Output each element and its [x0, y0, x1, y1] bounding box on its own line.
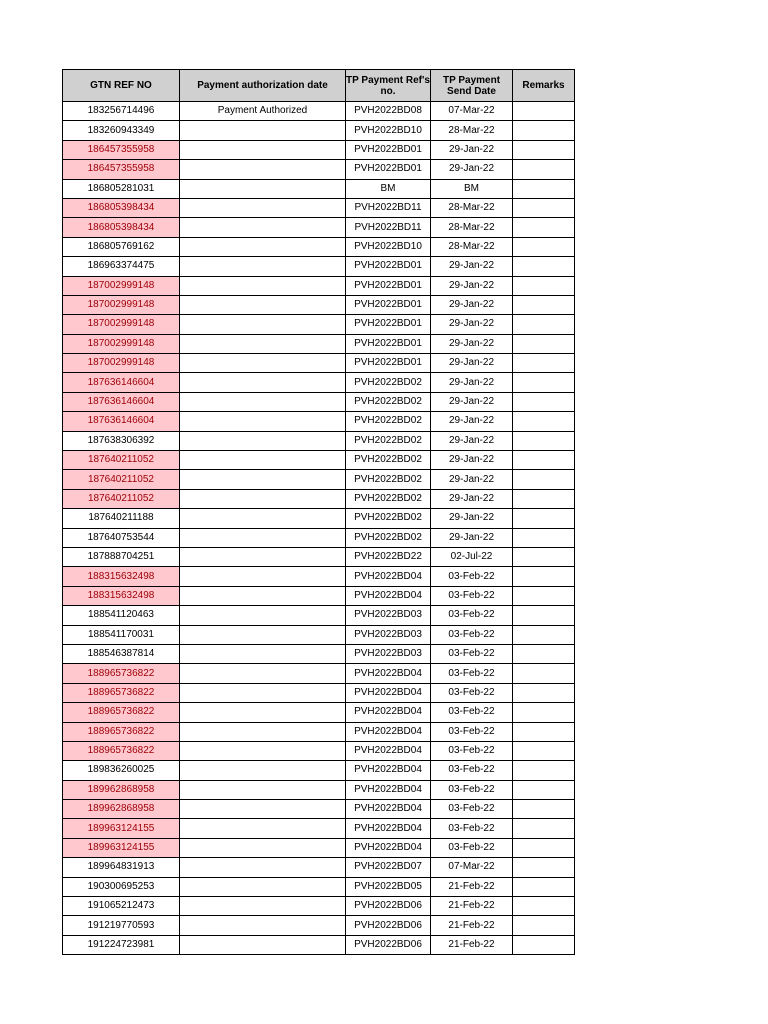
table-row [63, 819, 575, 838]
cell-gtn-ref-no[interactable]: 187640211052 [63, 451, 180, 470]
cell-payment-authorization-date[interactable] [180, 741, 346, 760]
cell-gtn-ref-no[interactable]: 188315632498 [63, 586, 180, 605]
cell-remarks[interactable] [513, 606, 575, 625]
cell-gtn-ref-no[interactable]: 187002999148 [63, 295, 180, 314]
cell-payment-authorization-date[interactable] [180, 509, 346, 528]
cell-gtn-ref-no[interactable]: 187640753544 [63, 528, 180, 547]
table-row [63, 412, 575, 431]
header-tp-payment-ref-no: TP Payment Ref's no. [346, 70, 431, 102]
table-row [63, 102, 575, 121]
cell-tp-payment-ref-no[interactable]: PVH2022BD02 [346, 528, 431, 547]
cell-gtn-ref-no[interactable]: 186805398434 [63, 198, 180, 217]
table-row [63, 625, 575, 644]
cell-tp-payment-send-date[interactable]: 03-Feb-22 [431, 703, 513, 722]
cell-remarks[interactable] [513, 121, 575, 140]
cell-gtn-ref-no[interactable]: 189963124155 [63, 838, 180, 857]
cell-remarks[interactable] [513, 897, 575, 916]
cell-tp-payment-send-date[interactable]: 29-Jan-22 [431, 470, 513, 489]
cell-gtn-ref-no[interactable]: 187002999148 [63, 354, 180, 373]
cell-remarks[interactable] [513, 218, 575, 237]
cell-payment-authorization-date[interactable] [180, 489, 346, 508]
cell-remarks[interactable] [513, 179, 575, 198]
table-row [63, 198, 575, 217]
table-row [63, 276, 575, 295]
cell-payment-authorization-date[interactable] [180, 644, 346, 663]
cell-tp-payment-ref-no[interactable]: PVH2022BD11 [346, 198, 431, 217]
table-row [63, 509, 575, 528]
table-row [63, 897, 575, 916]
cell-tp-payment-ref-no[interactable]: PVH2022BD04 [346, 741, 431, 760]
cell-payment-authorization-date[interactable] [180, 722, 346, 741]
cell-remarks[interactable] [513, 354, 575, 373]
cell-tp-payment-send-date[interactable]: 21-Feb-22 [431, 897, 513, 916]
table-body [63, 102, 575, 955]
cell-tp-payment-ref-no[interactable]: PVH2022BD10 [346, 121, 431, 140]
table-row [63, 800, 575, 819]
cell-gtn-ref-no[interactable]: 187002999148 [63, 334, 180, 353]
cell-payment-authorization-date[interactable] [180, 412, 346, 431]
cell-gtn-ref-no[interactable]: 188315632498 [63, 567, 180, 586]
cell-remarks[interactable] [513, 741, 575, 760]
cell-remarks[interactable] [513, 858, 575, 877]
cell-gtn-ref-no[interactable]: 189963124155 [63, 819, 180, 838]
cell-remarks[interactable] [513, 625, 575, 644]
cell-tp-payment-ref-no[interactable]: PVH2022BD03 [346, 644, 431, 663]
cell-tp-payment-ref-no[interactable]: PVH2022BD02 [346, 489, 431, 508]
cell-remarks[interactable] [513, 392, 575, 411]
cell-tp-payment-send-date[interactable]: 29-Jan-22 [431, 431, 513, 450]
table-row [63, 741, 575, 760]
cell-gtn-ref-no[interactable]: 186457355958 [63, 140, 180, 159]
cell-payment-authorization-date[interactable] [180, 838, 346, 857]
cell-remarks[interactable] [513, 431, 575, 450]
table-row [63, 547, 575, 566]
table-row [63, 354, 575, 373]
cell-tp-payment-ref-no[interactable]: PVH2022BD01 [346, 140, 431, 159]
cell-tp-payment-send-date[interactable]: 28-Mar-22 [431, 121, 513, 140]
cell-gtn-ref-no[interactable]: 183260943349 [63, 121, 180, 140]
table-row [63, 140, 575, 159]
cell-gtn-ref-no[interactable]: 187640211052 [63, 489, 180, 508]
cell-gtn-ref-no[interactable]: 187640211188 [63, 509, 180, 528]
cell-tp-payment-ref-no[interactable]: PVH2022BD06 [346, 935, 431, 954]
cell-tp-payment-send-date[interactable]: 03-Feb-22 [431, 780, 513, 799]
cell-payment-authorization-date[interactable] [180, 664, 346, 683]
cell-remarks[interactable] [513, 160, 575, 179]
cell-tp-payment-send-date[interactable]: 29-Jan-22 [431, 160, 513, 179]
cell-tp-payment-send-date[interactable]: 28-Mar-22 [431, 198, 513, 217]
cell-remarks[interactable] [513, 683, 575, 702]
table-row [63, 761, 575, 780]
table-row [63, 528, 575, 547]
cell-tp-payment-send-date[interactable]: 21-Feb-22 [431, 877, 513, 896]
cell-tp-payment-send-date[interactable]: 03-Feb-22 [431, 683, 513, 702]
cell-remarks[interactable] [513, 761, 575, 780]
cell-gtn-ref-no[interactable]: 190300695253 [63, 877, 180, 896]
cell-gtn-ref-no[interactable]: 187636146604 [63, 373, 180, 392]
cell-payment-authorization-date[interactable] [180, 606, 346, 625]
table-row [63, 606, 575, 625]
cell-payment-authorization-date[interactable] [180, 780, 346, 799]
cell-remarks[interactable] [513, 877, 575, 896]
cell-payment-authorization-date[interactable] [180, 198, 346, 217]
cell-tp-payment-ref-no[interactable]: PVH2022BD02 [346, 509, 431, 528]
cell-tp-payment-send-date[interactable]: 03-Feb-22 [431, 606, 513, 625]
cell-payment-authorization-date[interactable] [180, 547, 346, 566]
cell-tp-payment-ref-no[interactable]: PVH2022BD10 [346, 237, 431, 256]
header-tp-payment-send-date: TP Payment Send Date [431, 70, 513, 102]
cell-tp-payment-ref-no[interactable]: PVH2022BD04 [346, 800, 431, 819]
cell-payment-authorization-date[interactable] [180, 916, 346, 935]
cell-payment-authorization-date[interactable] [180, 451, 346, 470]
cell-payment-authorization-date[interactable] [180, 431, 346, 450]
cell-gtn-ref-no[interactable]: 188965736822 [63, 722, 180, 741]
table-row [63, 644, 575, 663]
table-row [63, 334, 575, 353]
header-row [63, 70, 575, 102]
table-row [63, 315, 575, 334]
table-row [63, 121, 575, 140]
cell-remarks[interactable] [513, 373, 575, 392]
cell-tp-payment-send-date[interactable]: 21-Feb-22 [431, 916, 513, 935]
cell-remarks[interactable] [513, 819, 575, 838]
cell-remarks[interactable] [513, 470, 575, 489]
header-gtn-ref-no: GTN REF NO [63, 70, 180, 102]
table-row [63, 683, 575, 702]
cell-tp-payment-ref-no[interactable]: PVH2022BD01 [346, 276, 431, 295]
cell-remarks[interactable] [513, 780, 575, 799]
cell-tp-payment-ref-no[interactable]: PVH2022BD08 [346, 102, 431, 121]
table-row [63, 586, 575, 605]
cell-tp-payment-ref-no[interactable]: PVH2022BD04 [346, 703, 431, 722]
cell-gtn-ref-no[interactable]: 189964831913 [63, 858, 180, 877]
cell-remarks[interactable] [513, 412, 575, 431]
table-row [63, 237, 575, 256]
cell-payment-authorization-date[interactable] [180, 800, 346, 819]
table-row [63, 489, 575, 508]
cell-payment-authorization-date[interactable] [180, 315, 346, 334]
cell-tp-payment-send-date[interactable]: 03-Feb-22 [431, 800, 513, 819]
cell-tp-payment-ref-no[interactable]: PVH2022BD07 [346, 858, 431, 877]
cell-tp-payment-send-date[interactable]: 29-Jan-22 [431, 451, 513, 470]
cell-gtn-ref-no[interactable]: 188541120463 [63, 606, 180, 625]
cell-tp-payment-send-date[interactable]: 03-Feb-22 [431, 664, 513, 683]
cell-payment-authorization-date[interactable] [180, 334, 346, 353]
cell-tp-payment-send-date[interactable]: 03-Feb-22 [431, 761, 513, 780]
cell-tp-payment-send-date[interactable]: 03-Feb-22 [431, 625, 513, 644]
cell-remarks[interactable] [513, 935, 575, 954]
spreadsheet-page [62, 69, 575, 955]
cell-remarks[interactable] [513, 586, 575, 605]
cell-remarks[interactable] [513, 102, 575, 121]
cell-tp-payment-send-date[interactable]: 29-Jan-22 [431, 276, 513, 295]
cell-remarks[interactable] [513, 489, 575, 508]
cell-payment-authorization-date[interactable] [180, 567, 346, 586]
cell-tp-payment-ref-no[interactable]: PVH2022BD04 [346, 664, 431, 683]
cell-tp-payment-ref-no[interactable]: PVH2022BD03 [346, 625, 431, 644]
cell-payment-authorization-date[interactable] [180, 276, 346, 295]
cell-payment-authorization-date[interactable] [180, 935, 346, 954]
cell-tp-payment-ref-no[interactable]: BM [346, 179, 431, 198]
cell-tp-payment-send-date[interactable]: BM [431, 179, 513, 198]
cell-tp-payment-ref-no[interactable]: PVH2022BD03 [346, 606, 431, 625]
cell-gtn-ref-no[interactable]: 186963374475 [63, 257, 180, 276]
cell-payment-authorization-date[interactable] [180, 819, 346, 838]
cell-tp-payment-send-date[interactable]: 29-Jan-22 [431, 315, 513, 334]
table-row [63, 877, 575, 896]
cell-gtn-ref-no[interactable]: 189962868958 [63, 780, 180, 799]
cell-remarks[interactable] [513, 257, 575, 276]
header-payment-authorization-date: Payment authorization date [180, 70, 346, 102]
cell-tp-payment-send-date[interactable]: 03-Feb-22 [431, 567, 513, 586]
cell-tp-payment-ref-no[interactable]: PVH2022BD01 [346, 295, 431, 314]
cell-tp-payment-ref-no[interactable]: PVH2022BD04 [346, 838, 431, 857]
cell-tp-payment-ref-no[interactable]: PVH2022BD06 [346, 897, 431, 916]
cell-payment-authorization-date[interactable]: Payment Authorized [180, 102, 346, 121]
cell-gtn-ref-no[interactable]: 186457355958 [63, 160, 180, 179]
cell-remarks[interactable] [513, 838, 575, 857]
table-row [63, 567, 575, 586]
cell-tp-payment-send-date[interactable]: 29-Jan-22 [431, 528, 513, 547]
table-row [63, 451, 575, 470]
cell-payment-authorization-date[interactable] [180, 683, 346, 702]
cell-tp-payment-send-date[interactable]: 03-Feb-22 [431, 819, 513, 838]
cell-gtn-ref-no[interactable]: 187638306392 [63, 431, 180, 450]
cell-remarks[interactable] [513, 722, 575, 741]
table-row [63, 470, 575, 489]
cell-tp-payment-ref-no[interactable]: PVH2022BD02 [346, 431, 431, 450]
cell-gtn-ref-no[interactable]: 191224723981 [63, 935, 180, 954]
cell-tp-payment-send-date[interactable]: 02-Jul-22 [431, 547, 513, 566]
cell-gtn-ref-no[interactable]: 187002999148 [63, 315, 180, 334]
cell-tp-payment-ref-no[interactable]: PVH2022BD05 [346, 877, 431, 896]
cell-tp-payment-ref-no[interactable]: PVH2022BD02 [346, 470, 431, 489]
cell-tp-payment-send-date[interactable]: 29-Jan-22 [431, 392, 513, 411]
cell-gtn-ref-no[interactable]: 191219770593 [63, 916, 180, 935]
cell-tp-payment-send-date[interactable]: 29-Jan-22 [431, 412, 513, 431]
cell-tp-payment-ref-no[interactable]: PVH2022BD04 [346, 722, 431, 741]
cell-tp-payment-send-date[interactable]: 28-Mar-22 [431, 218, 513, 237]
cell-tp-payment-ref-no[interactable]: PVH2022BD02 [346, 392, 431, 411]
cell-tp-payment-send-date[interactable]: 03-Feb-22 [431, 741, 513, 760]
cell-payment-authorization-date[interactable] [180, 392, 346, 411]
cell-payment-authorization-date[interactable] [180, 761, 346, 780]
cell-gtn-ref-no[interactable]: 186805769162 [63, 237, 180, 256]
cell-remarks[interactable] [513, 198, 575, 217]
cell-tp-payment-ref-no[interactable]: PVH2022BD01 [346, 160, 431, 179]
table-row [63, 257, 575, 276]
table-row [63, 160, 575, 179]
cell-tp-payment-send-date[interactable]: 29-Jan-22 [431, 257, 513, 276]
cell-remarks[interactable] [513, 703, 575, 722]
cell-payment-authorization-date[interactable] [180, 897, 346, 916]
cell-tp-payment-send-date[interactable]: 21-Feb-22 [431, 935, 513, 954]
cell-gtn-ref-no[interactable]: 188541170031 [63, 625, 180, 644]
cell-tp-payment-send-date[interactable]: 29-Jan-22 [431, 295, 513, 314]
cell-tp-payment-ref-no[interactable]: PVH2022BD22 [346, 547, 431, 566]
cell-remarks[interactable] [513, 451, 575, 470]
cell-tp-payment-ref-no[interactable]: PVH2022BD01 [346, 315, 431, 334]
cell-payment-authorization-date[interactable] [180, 470, 346, 489]
cell-payment-authorization-date[interactable] [180, 237, 346, 256]
cell-gtn-ref-no[interactable]: 191065212473 [63, 897, 180, 916]
cell-tp-payment-send-date[interactable]: 07-Mar-22 [431, 858, 513, 877]
cell-tp-payment-ref-no[interactable]: PVH2022BD01 [346, 354, 431, 373]
cell-tp-payment-ref-no[interactable]: PVH2022BD01 [346, 334, 431, 353]
cell-gtn-ref-no[interactable]: 188965736822 [63, 703, 180, 722]
table-row [63, 373, 575, 392]
cell-tp-payment-send-date[interactable]: 28-Mar-22 [431, 237, 513, 256]
cell-gtn-ref-no[interactable]: 189962868958 [63, 800, 180, 819]
cell-tp-payment-ref-no[interactable]: PVH2022BD04 [346, 567, 431, 586]
table-row [63, 664, 575, 683]
cell-gtn-ref-no[interactable]: 188965736822 [63, 664, 180, 683]
cell-remarks[interactable] [513, 547, 575, 566]
cell-tp-payment-ref-no[interactable]: PVH2022BD06 [346, 916, 431, 935]
cell-tp-payment-send-date[interactable]: 29-Jan-22 [431, 509, 513, 528]
table-row [63, 431, 575, 450]
cell-payment-authorization-date[interactable] [180, 218, 346, 237]
cell-gtn-ref-no[interactable]: 186805281031 [63, 179, 180, 198]
cell-tp-payment-ref-no[interactable]: PVH2022BD04 [346, 683, 431, 702]
table-row [63, 838, 575, 857]
cell-remarks[interactable] [513, 664, 575, 683]
cell-remarks[interactable] [513, 916, 575, 935]
cell-gtn-ref-no[interactable]: 183256714496 [63, 102, 180, 121]
cell-gtn-ref-no[interactable]: 188546387814 [63, 644, 180, 663]
cell-payment-authorization-date[interactable] [180, 257, 346, 276]
table-row [63, 392, 575, 411]
cell-remarks[interactable] [513, 567, 575, 586]
table-row [63, 179, 575, 198]
table-row [63, 935, 575, 954]
cell-tp-payment-ref-no[interactable]: PVH2022BD02 [346, 451, 431, 470]
cell-payment-authorization-date[interactable] [180, 354, 346, 373]
cell-payment-authorization-date[interactable] [180, 140, 346, 159]
table-row [63, 916, 575, 935]
cell-tp-payment-send-date[interactable]: 03-Feb-22 [431, 644, 513, 663]
cell-tp-payment-send-date[interactable]: 07-Mar-22 [431, 102, 513, 121]
cell-tp-payment-send-date[interactable]: 29-Jan-22 [431, 140, 513, 159]
cell-gtn-ref-no[interactable]: 187002999148 [63, 276, 180, 295]
cell-tp-payment-send-date[interactable]: 29-Jan-22 [431, 489, 513, 508]
cell-remarks[interactable] [513, 334, 575, 353]
cell-payment-authorization-date[interactable] [180, 179, 346, 198]
cell-remarks[interactable] [513, 528, 575, 547]
cell-payment-authorization-date[interactable] [180, 528, 346, 547]
table-row [63, 703, 575, 722]
cell-tp-payment-ref-no[interactable]: PVH2022BD04 [346, 780, 431, 799]
cell-payment-authorization-date[interactable] [180, 295, 346, 314]
cell-payment-authorization-date[interactable] [180, 373, 346, 392]
table-row [63, 858, 575, 877]
table-row [63, 218, 575, 237]
cell-tp-payment-ref-no[interactable]: PVH2022BD11 [346, 218, 431, 237]
cell-gtn-ref-no[interactable]: 187636146604 [63, 392, 180, 411]
table-header [63, 70, 575, 102]
cell-remarks[interactable] [513, 315, 575, 334]
cell-remarks[interactable] [513, 509, 575, 528]
cell-tp-payment-ref-no[interactable]: PVH2022BD04 [346, 819, 431, 838]
cell-remarks[interactable] [513, 140, 575, 159]
cell-gtn-ref-no[interactable]: 188965736822 [63, 741, 180, 760]
cell-payment-authorization-date[interactable] [180, 625, 346, 644]
cell-payment-authorization-date[interactable] [180, 160, 346, 179]
cell-tp-payment-ref-no[interactable]: PVH2022BD02 [346, 373, 431, 392]
cell-tp-payment-send-date[interactable]: 03-Feb-22 [431, 586, 513, 605]
table-row [63, 722, 575, 741]
cell-tp-payment-send-date[interactable]: 29-Jan-22 [431, 373, 513, 392]
cell-remarks[interactable] [513, 237, 575, 256]
cell-tp-payment-ref-no[interactable]: PVH2022BD01 [346, 257, 431, 276]
cell-payment-authorization-date[interactable] [180, 858, 346, 877]
cell-remarks[interactable] [513, 295, 575, 314]
cell-gtn-ref-no[interactable]: 189836260025 [63, 761, 180, 780]
cell-remarks[interactable] [513, 800, 575, 819]
cell-remarks[interactable] [513, 276, 575, 295]
cell-gtn-ref-no[interactable]: 187636146604 [63, 412, 180, 431]
cell-gtn-ref-no[interactable]: 187640211052 [63, 470, 180, 489]
cell-gtn-ref-no[interactable]: 187888704251 [63, 547, 180, 566]
cell-payment-authorization-date[interactable] [180, 121, 346, 140]
cell-gtn-ref-no[interactable]: 188965736822 [63, 683, 180, 702]
cell-gtn-ref-no[interactable]: 186805398434 [63, 218, 180, 237]
cell-tp-payment-send-date[interactable]: 03-Feb-22 [431, 722, 513, 741]
cell-tp-payment-ref-no[interactable]: PVH2022BD04 [346, 761, 431, 780]
payment-table [62, 69, 575, 955]
cell-tp-payment-ref-no[interactable]: PVH2022BD02 [346, 412, 431, 431]
cell-tp-payment-ref-no[interactable]: PVH2022BD04 [346, 586, 431, 605]
cell-remarks[interactable] [513, 644, 575, 663]
cell-tp-payment-send-date[interactable]: 29-Jan-22 [431, 354, 513, 373]
cell-payment-authorization-date[interactable] [180, 877, 346, 896]
header-remarks: Remarks [513, 70, 575, 102]
table-row [63, 780, 575, 799]
cell-payment-authorization-date[interactable] [180, 703, 346, 722]
cell-payment-authorization-date[interactable] [180, 586, 346, 605]
cell-tp-payment-send-date[interactable]: 29-Jan-22 [431, 334, 513, 353]
table-row [63, 295, 575, 314]
cell-tp-payment-send-date[interactable]: 03-Feb-22 [431, 838, 513, 857]
